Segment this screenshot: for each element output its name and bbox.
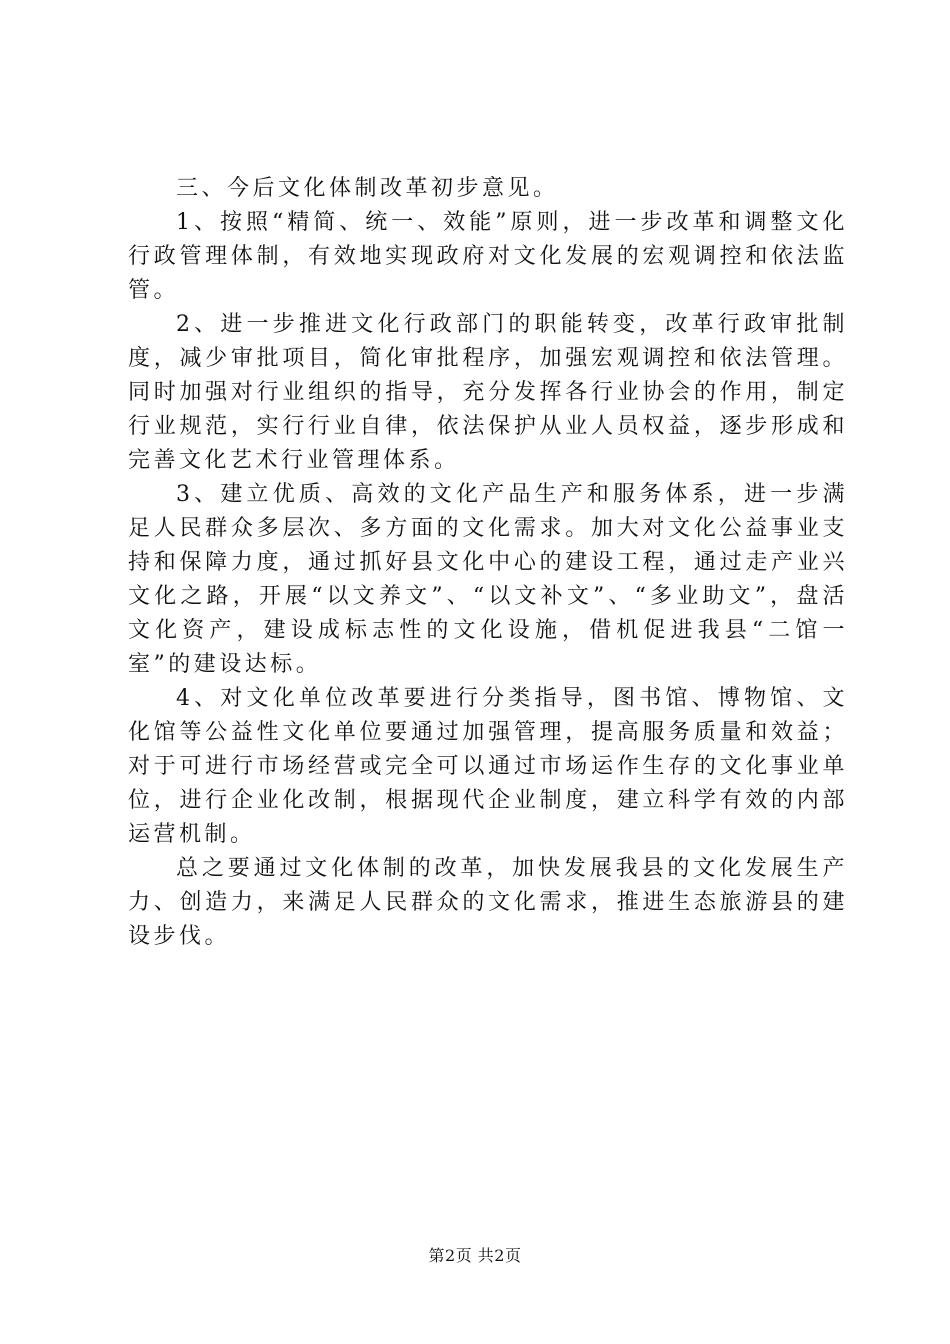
paragraph-summary: 总之要通过文化体制的改革，加快发展我县的文化发展生产力、创造力，来满足人民群众的文化需求，推进生态旅游县的建设步伐。	[128, 856, 848, 949]
paragraph-4: 4、对文化单位改革要进行分类指导，图书馆、博物馆、文化馆等公益性文化单位要通过加强管理，提高服务质量和效益；对于可进行市场经营或完全可以通过市场运作生存的文化事业单位，进行企业化改制，根据现代企业制度，建立科学有效的内部运营机制。	[128, 686, 848, 847]
section-heading: 三、今后文化体制改革初步意见。	[176, 176, 559, 201]
document-body	[128, 172, 848, 954]
paragraph-1: 1、按照“精简、统一、效能”原则，进一步改革和调整文化行政管理体制，有效地实现政府对文化发展的宏观调控和依法监管。	[128, 210, 848, 303]
paragraph-3: 3、建立优质、高效的文化产品生产和服务体系，进一步满足人民群众多层次、多方面的文化需求。加大对文化公益事业支持和保障力度，通过抓好县文化中心的建设工程，通过走产业兴文化之路，开展“以文养文”、“以文补文”、“多业助文”，盘活文化资产，建设成标志性的文化设施，借机促进我县“二馆一室”的建设达标。	[128, 482, 848, 677]
page-number-footer: 第2页 共2页	[428, 1246, 522, 1265]
paragraph-2: 2、进一步推进文化行政部门的职能转变，改革行政审批制度，减少审批项目，简化审批程序，加强宏观调控和依法管理。同时加强对行业组织的指导，充分发挥各行业协会的作用，制定行业规范，实行行业自律，依法保护从业人员权益，逐步形成和完善文化艺术行业管理体系。	[128, 312, 848, 473]
